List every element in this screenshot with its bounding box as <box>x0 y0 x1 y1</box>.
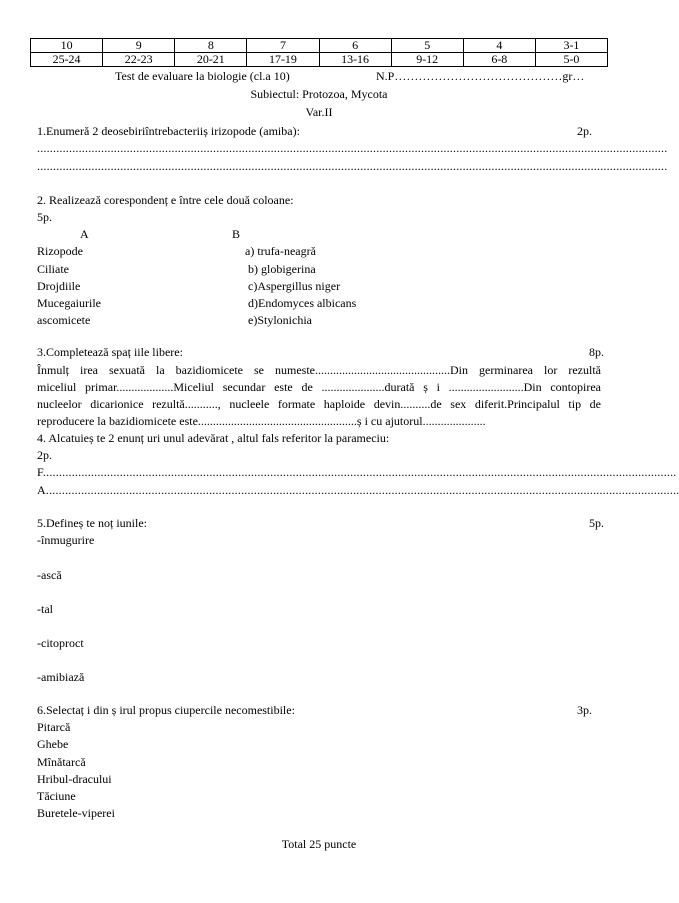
match-right-item: a) trufa-neagră <box>245 244 316 258</box>
grade-cell: 3-1 <box>535 39 607 53</box>
match-right-item: e)Stylonichia <box>248 313 312 327</box>
question-3-points: 8p. <box>589 345 604 359</box>
question-5-text: 5.Defineș te noț iunile: <box>37 516 147 530</box>
grade-cell: 8 <box>175 39 247 53</box>
range-cell: 6-8 <box>463 53 535 67</box>
mushroom-item: Ghebe <box>37 737 69 751</box>
total-points: Total 25 puncte <box>281 837 357 851</box>
question-4-text: 4. Alcatuieș te 2 enunț uri unul adevărat , altul fals referitor la parameciu: <box>37 431 390 445</box>
mushroom-item: Buretele-viperei <box>37 806 115 820</box>
range-cell: 13-16 <box>319 53 391 67</box>
answer-line: ..................................................................................................................................................................................................... <box>37 141 668 155</box>
true-statement-line: F...................................................................................................................................................................................................... <box>37 465 677 479</box>
question-4-points: 2p. <box>37 448 52 462</box>
column-b-header: B <box>232 227 241 241</box>
grade-cell: 4 <box>463 39 535 53</box>
grade-row <box>31 39 608 53</box>
question-1-text: 1.Enumeră 2 deosebiriîntrebacteriiș irizopode (amiba): <box>37 124 300 138</box>
false-statement-line: A...................................................................................................................................................................................................... <box>37 483 679 497</box>
range-cell: 17-19 <box>247 53 319 67</box>
term-item: -tal <box>37 602 53 616</box>
match-left-item: Rizopode <box>37 244 83 258</box>
grade-cell: 7 <box>247 39 319 53</box>
match-left-item: Drojdiile <box>37 279 81 293</box>
subject-line: Subiectul: Protozoa, Mycota <box>250 87 388 101</box>
answer-line: ..................................................................................................................................................................................................... <box>37 159 668 173</box>
grade-cell: 5 <box>391 39 463 53</box>
fill-in-line: Înmulț irea sexuată la bazidiomicete se numeste.............................................Din germinarea lor rezultă <box>37 363 601 377</box>
term-item: -înmugurire <box>37 533 95 547</box>
question-2-text: 2. Realizează corespondenț e între cele două coloane: <box>37 193 294 207</box>
range-cell: 20-21 <box>175 53 247 67</box>
grade-table <box>30 38 608 67</box>
column-a-header: A <box>80 227 89 241</box>
variant-line: Var.II <box>305 105 333 119</box>
grade-cell: 10 <box>31 39 103 53</box>
fill-in-line: miceliul primar...................Miceliul secundar este de .....................durată ș i .........................Din contopirea <box>37 380 601 394</box>
mushroom-item: Mînătarcă <box>37 755 86 769</box>
question-1-points: 2p. <box>577 124 592 138</box>
question-2-points: 5p. <box>37 210 52 224</box>
match-left-item: ascomicete <box>37 313 91 327</box>
mushroom-item: Pitarcă <box>37 720 71 734</box>
grade-cell: 9 <box>103 39 175 53</box>
range-row <box>31 53 608 67</box>
question-5-points: 5p. <box>589 516 604 530</box>
question-6-text: 6.Selectaț i din ș irul propus ciupercile necomestibile: <box>37 703 295 717</box>
fill-in-line: nucleelor dicarionice rezultă..........., nucleele formate haploide devin..........de sex diferit.Principalul tip de <box>37 397 601 411</box>
mushroom-item: Tăciune <box>37 789 76 803</box>
mushroom-item: Hribul-dracului <box>37 772 112 786</box>
question-3-text: 3.Completează spaț iile libere: <box>37 345 183 359</box>
term-item: -ască <box>37 568 62 582</box>
range-cell: 9-12 <box>391 53 463 67</box>
range-cell: 25-24 <box>31 53 103 67</box>
name-group-line: N.P……………………………………gr… <box>376 69 585 83</box>
match-right-item: c)Aspergillus niger <box>248 279 341 293</box>
grade-cell: 6 <box>319 39 391 53</box>
match-right-item: d)Endomyces albicans <box>248 296 357 310</box>
term-item: -amibiază <box>37 670 85 684</box>
range-cell: 5-0 <box>535 53 607 67</box>
test-title: Test de evaluare la biologie (cl.a 10) <box>115 69 290 83</box>
range-cell: 22-23 <box>103 53 175 67</box>
term-item: -citoproct <box>37 636 84 650</box>
match-right-item: b) globigerina <box>248 262 316 276</box>
match-left-item: Ciliate <box>37 262 69 276</box>
fill-in-line: reproducere la bazidiomicete este.....................................................ș i cu ajutorul..................... <box>37 414 486 428</box>
match-left-item: Mucegaiurile <box>37 296 101 310</box>
question-6-points: 3p. <box>577 703 592 717</box>
